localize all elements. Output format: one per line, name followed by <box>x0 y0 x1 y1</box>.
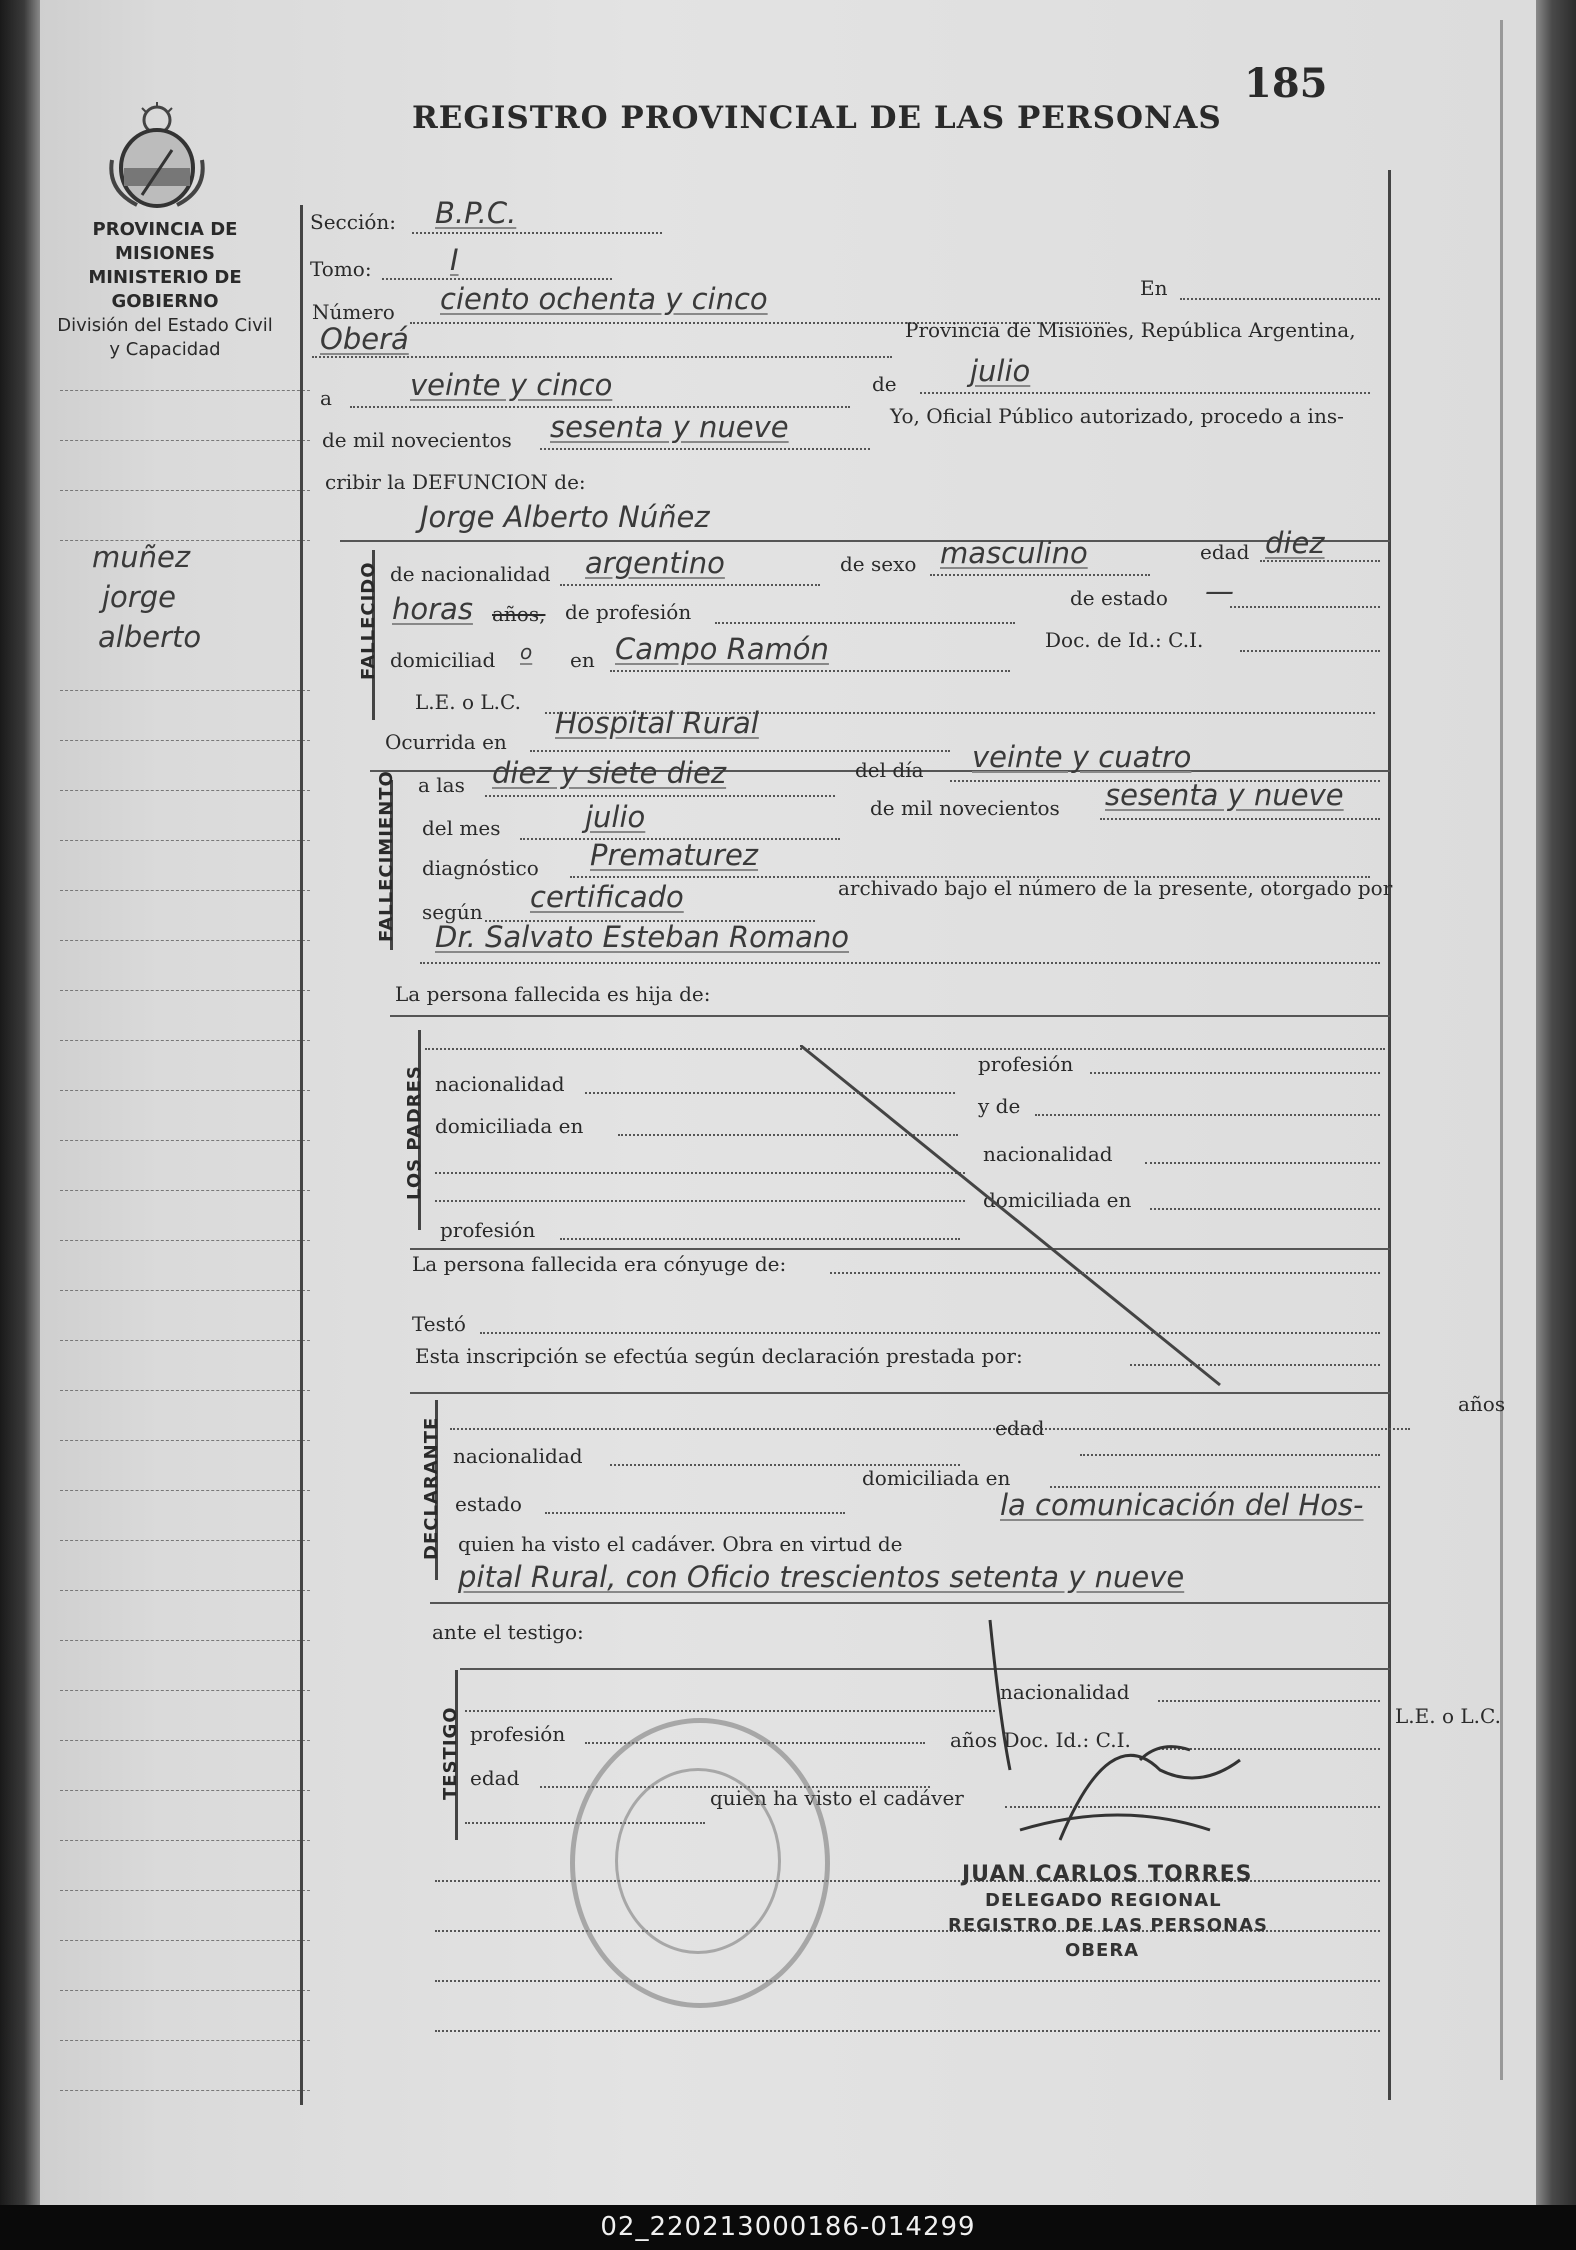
seal-caption <box>40 218 290 362</box>
anio-fallecimiento-value: sesenta y nueve <box>1105 778 1344 812</box>
archivado-text: archivado bajo el número de la presente, otorgado por <box>838 876 1393 900</box>
del-mes-label: del mes <box>422 816 501 840</box>
edad-horas-value: horas <box>392 592 473 626</box>
mil-novecientos-fallecimiento-label: de mil novecientos <box>870 796 1060 820</box>
padre-profesion-label: profesión <box>978 1052 1074 1076</box>
seal-line-4: y Capacidad <box>109 339 221 360</box>
sexo-label: de sexo <box>840 552 917 576</box>
domicilio-en-label: en <box>570 648 595 672</box>
profesion-label: de profesión <box>565 600 692 624</box>
tomo-value: I <box>450 243 459 277</box>
frame-line-left <box>300 205 303 2105</box>
signatory-name: JUAN CARLOS TORRES <box>962 1862 1253 1887</box>
diagnostico-value: Prematurez <box>590 838 759 872</box>
margin-note-firstname: jorge <box>102 580 176 614</box>
declarante-anos-label: años <box>1458 1392 1506 1416</box>
mes-value: julio <box>970 354 1031 388</box>
declarante-edad-label: edad <box>995 1416 1045 1440</box>
oficial-text: Yo, Oficial Público autorizado, procedo a ins- <box>890 404 1344 428</box>
nacionalidad-value: argentino <box>585 546 725 580</box>
frame-line-right <box>1388 170 1391 2100</box>
padre-nacionalidad-label: nacionalidad <box>435 1072 565 1096</box>
section-fallecimiento: FALLECIMIENTO <box>376 770 397 942</box>
testigo-edad-label: edad <box>470 1766 520 1790</box>
domicilio-label: domiciliad <box>390 648 496 672</box>
tomo-label: Tomo: <box>310 257 372 281</box>
testigo-nacionalidad-label: nacionalidad <box>1000 1680 1130 1704</box>
seal-line-1: PROVINCIA DE MISIONES <box>92 219 238 264</box>
estado-value: — <box>1205 574 1234 608</box>
section-fallecido: FALLECIDO <box>358 561 379 680</box>
page-title: REGISTRO PROVINCIAL DE LAS PERSONAS <box>412 100 1222 136</box>
margin-note-surname: muñez <box>92 540 191 574</box>
obra-text: quien ha visto el cadáver. Obra en virtud de <box>458 1532 903 1556</box>
section-padres: LOS PADRES <box>404 1065 425 1200</box>
diagnostico-label: diagnóstico <box>422 856 539 880</box>
conyuge-label: La persona fallecida era cónyuge de: <box>412 1252 787 1276</box>
lugar-value: Oberá <box>320 322 409 356</box>
dia-fallecimiento-value: veinte y cuatro <box>972 740 1192 774</box>
domicilio-suffix: o <box>520 640 533 664</box>
de-label: de <box>872 372 897 396</box>
ocurrida-value: Hospital Rural <box>555 706 759 740</box>
obra-value-2: pital Rural, con Oficio trescientos setenta y nueve <box>458 1560 1185 1594</box>
book-spine-left <box>0 0 40 2205</box>
edad-label: edad <box>1200 540 1250 564</box>
declarante-nacionalidad-label: nacionalidad <box>453 1444 583 1468</box>
signatory-title-1: DELEGADO REGIONAL <box>985 1890 1222 1911</box>
numero-label: Número <box>312 300 395 324</box>
padres-intro: La persona fallecida es hija de: <box>395 982 711 1006</box>
register-page <box>40 0 1536 2205</box>
mes-fallecimiento-value: julio <box>585 800 646 834</box>
doc-id-label: Doc. de Id.: C.I. <box>1045 628 1204 652</box>
declarante-estado-label: estado <box>455 1492 522 1516</box>
madre-domiciliada-label: domiciliada en <box>983 1188 1132 1212</box>
anos-label: años, <box>492 602 546 626</box>
mil-novecientos-label: de mil novecientos <box>322 428 512 452</box>
provincia-text: Provincia de Misiones, República Argentina, <box>905 318 1356 342</box>
hora-value: diez y siete diez <box>492 756 727 790</box>
y-de-label: y de <box>978 1094 1021 1118</box>
page-number: 185 <box>1244 60 1328 107</box>
a-las-label: a las <box>418 773 465 797</box>
le-lc-label: L.E. o L.C. <box>415 690 521 714</box>
testigo-anos-doc-label: años Doc. Id.: C.I. <box>950 1728 1131 1752</box>
medico-value: Dr. Salvato Esteban Romano <box>435 920 849 954</box>
padre-domiciliada-label: domiciliada en <box>435 1114 584 1138</box>
seccion-value: B.P.C. <box>435 196 517 230</box>
declarante-domiciliada-label: domiciliada en <box>862 1466 1011 1490</box>
document-id-footer: 02_220213000186-014299 <box>0 2205 1576 2250</box>
cancel-stroke <box>800 1045 1230 1390</box>
section-declarante: DECLARANTE <box>421 1416 442 1560</box>
section-testigo: TESTIGO <box>440 1706 461 1800</box>
seccion-label: Sección: <box>310 210 396 234</box>
anio-value: sesenta y nueve <box>550 410 789 444</box>
madre-nacionalidad-label: nacionalidad <box>983 1142 1113 1166</box>
margin-note-middlename: alberto <box>98 620 202 654</box>
sexo-value: masculino <box>940 536 1088 570</box>
segun-label: según <box>422 900 483 924</box>
nombre-fallecido-value: Jorge Alberto Núñez <box>420 500 710 534</box>
segun-value: certificado <box>530 880 684 914</box>
estado-label: de estado <box>1070 586 1168 610</box>
padre-profesion2-label: profesión <box>440 1218 536 1242</box>
signatory-title-3: OBERA <box>1065 1940 1140 1961</box>
declaracion-text: Esta inscripción se efectúa según declaración prestada por: <box>415 1344 1023 1368</box>
ocurrida-label: Ocurrida en <box>385 730 507 754</box>
book-cover-right <box>1536 0 1576 2205</box>
dia-value: veinte y cinco <box>410 368 613 402</box>
page-edge-line <box>1500 20 1503 2080</box>
testo-label: Testó <box>412 1312 466 1336</box>
nacionalidad-label: de nacionalidad <box>390 562 551 586</box>
edad-value: diez <box>1265 526 1325 560</box>
del-dia-label: del día <box>855 758 924 782</box>
seal-line-2: MINISTERIO DE GOBIERNO <box>88 267 242 312</box>
seal-line-3: División del Estado Civil <box>57 315 273 336</box>
handwritten-signature <box>960 1600 1260 1850</box>
testigo-le-label: L.E. o L.C. <box>1395 1704 1501 1728</box>
numero-value: ciento ochenta y cinco <box>440 282 768 316</box>
ante-testigo-label: ante el testigo: <box>432 1620 584 1644</box>
en-label: En <box>1140 276 1168 300</box>
coat-of-arms-icon <box>102 100 212 210</box>
inscribir-text: cribir la DEFUNCION de: <box>325 470 586 494</box>
obra-value-1: la comunicación del Hos- <box>1000 1488 1364 1522</box>
a-label: a <box>320 386 332 410</box>
testigo-profesion-label: profesión <box>470 1722 566 1746</box>
domicilio-value: Campo Ramón <box>615 632 829 666</box>
testigo-quien-text: quien ha visto el cadáver <box>710 1786 964 1810</box>
signatory-title-2: REGISTRO DE LAS PERSONAS <box>948 1915 1269 1936</box>
